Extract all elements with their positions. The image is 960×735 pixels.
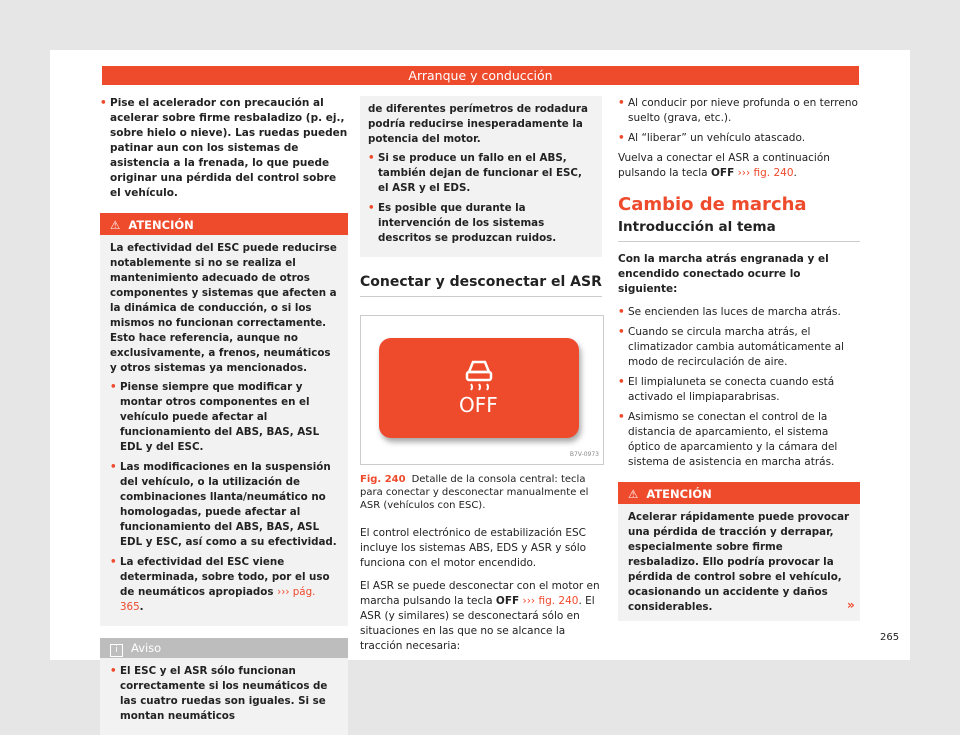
traction-control-icon <box>463 356 495 392</box>
warning-triangle-icon: ⚠ <box>628 487 639 501</box>
section-heading: Introducción al tema <box>618 220 860 242</box>
figure-ref-link[interactable]: ››› fig. 240 <box>522 595 579 607</box>
chapter-heading: Cambio de marcha <box>618 194 807 215</box>
paragraph: El ASR se puede desconectar con el motor en marcha pulsando la tecla OFF ››› fig. 240. El ASR (y similares) se desconectará sólo en situaciones en las que no se alcance la tracción necesaria: <box>360 580 600 652</box>
intro-bullet: • Pise el acelerador con precaución al acelerar sobre firme resbaladizo (p. ej., sobre hielo o nieve). Las ruedas pueden patinar aun con los sistemas de asistencia a la frenada, lo que puede originar una pérdida del control sobre el vehículo. <box>100 96 348 201</box>
note-header: i Aviso <box>100 638 348 658</box>
list-item: • Al conducir por nieve profunda o en terreno suelto (grava, etc.). <box>618 96 860 126</box>
warning-body: Acelerar rápidamente puede provocar una pérdida de tracción y derrapar, especialmente sobre firme resbaladizo. Ello podría provocar la pérdida de control sobre el vehículo, ocasionando un accidente y daños considerables. <box>628 511 850 613</box>
figure-caption: Fig. 240 Detalle de la consola central: tecla para conectar y desconectar manualmente el ASR (vehículos con ESC). <box>360 474 589 511</box>
continuation-text: de diferentes perímetros de rodadura podría reducirse inesperadamente la potencia del motor. <box>368 103 588 145</box>
figure-240 <box>360 315 604 465</box>
warning-box <box>618 482 860 621</box>
paragraph: El control electrónico de estabilización ESC incluye los sistemas ABS, EDS y ASR y sólo funciona con el motor encendido. <box>360 527 587 569</box>
button-off-label: OFF <box>459 393 498 417</box>
page-number: 265 <box>880 632 900 643</box>
info-icon: i <box>110 644 123 657</box>
traction-key-icon: OFF <box>710 167 735 179</box>
note-bullet: • El ESC y el ASR sólo funcionan correctamente si los neumáticos de las cuatro ruedas son iguales. Si se montan neumáticos <box>110 664 340 724</box>
paragraph: Vuelva a conectar el ASR a continuación pulsando la tecla OFF ››› fig. 240. <box>618 152 830 179</box>
intro-text: Con la marcha atrás engranada y el encendido conectado ocurre lo siguiente: <box>618 253 829 295</box>
list-item: • Cuando se circula marcha atrás, el climatizador cambia automáticamente al modo de recirculación de aire. <box>618 325 860 370</box>
continue-mark: » <box>847 598 855 612</box>
figure-number: Fig. 240 <box>360 474 406 485</box>
warning-body <box>100 235 348 626</box>
warning-bullet: • Piense siempre que modificar y montar otros componentes en el vehículo puede afectar al funcionamiento del ABS, BAS, ASL EDL y del ESC. <box>110 380 340 455</box>
figure-code: B7V-0973 <box>569 451 599 458</box>
list-item: • Asimismo se conectan el control de la distancia de aparcamiento, el sistema óptico de aparcamiento y la cámara del sistema de asistencia en marcha atrás. <box>618 410 860 470</box>
continuation-bullet: • Es posible que durante la intervención de los sistemas descritos se produzcan ruidos. <box>368 201 594 246</box>
warning-box <box>100 213 348 626</box>
list-item: • Se encienden las luces de marcha atrás. <box>618 305 860 320</box>
warning-continuation-box <box>360 96 602 257</box>
note-box <box>100 638 348 735</box>
column-3 <box>618 96 860 621</box>
figure-ref-link[interactable]: ››› fig. 240 <box>737 167 794 179</box>
column-1 <box>100 96 348 735</box>
section-title: Conectar y desconectar el ASR <box>360 275 602 297</box>
section-header: Arranque y conducción <box>102 66 859 85</box>
warning-bullet: • Las modificaciones en la suspensión del vehículo, o la utilización de combinaciones llanta/neumático no homologadas, puede afectar al funcionamiento del ABS, BAS, ASL EDL y ESC, así como a su efectividad. <box>110 460 340 550</box>
list-item: • El limpialuneta se conecta cuando está activado el limpiaparabrisas. <box>618 375 860 405</box>
column-2 <box>360 96 602 662</box>
traction-key-icon: OFF <box>495 595 520 607</box>
continuation-bullet: • Si se produce un fallo en el ABS, también dejan de funcionar el ESC, el ASR y el EDS. <box>368 151 594 196</box>
warning-triangle-icon: ⚠ <box>110 218 121 232</box>
warning-bullet: • La efectividad del ESC viene determinada, sobre todo, por el uso de neumáticos apropiados ››› pág. 365. <box>110 555 340 615</box>
warning-text: La efectividad del ESC puede reducirse notablemente si no se realiza el mantenimiento adecuado de otros componentes y sistemas que afecten a la dinámica de conducción, o si los mismos no funcionan correctamente. Esto hace referencia, aunque no exclusivamente, a frenos, neumáticos y otros sistemas ya mencionados. <box>110 242 337 374</box>
warning-header: ⚠ ATENCIÓN <box>618 484 860 504</box>
warning-header: ⚠ ATENCIÓN <box>100 215 348 235</box>
page-ref-link[interactable]: ››› pág. 365 <box>120 586 316 613</box>
list-item: • Al “liberar” un vehículo atascado. <box>618 131 860 146</box>
note-body <box>100 658 348 735</box>
asr-off-button <box>379 338 579 438</box>
